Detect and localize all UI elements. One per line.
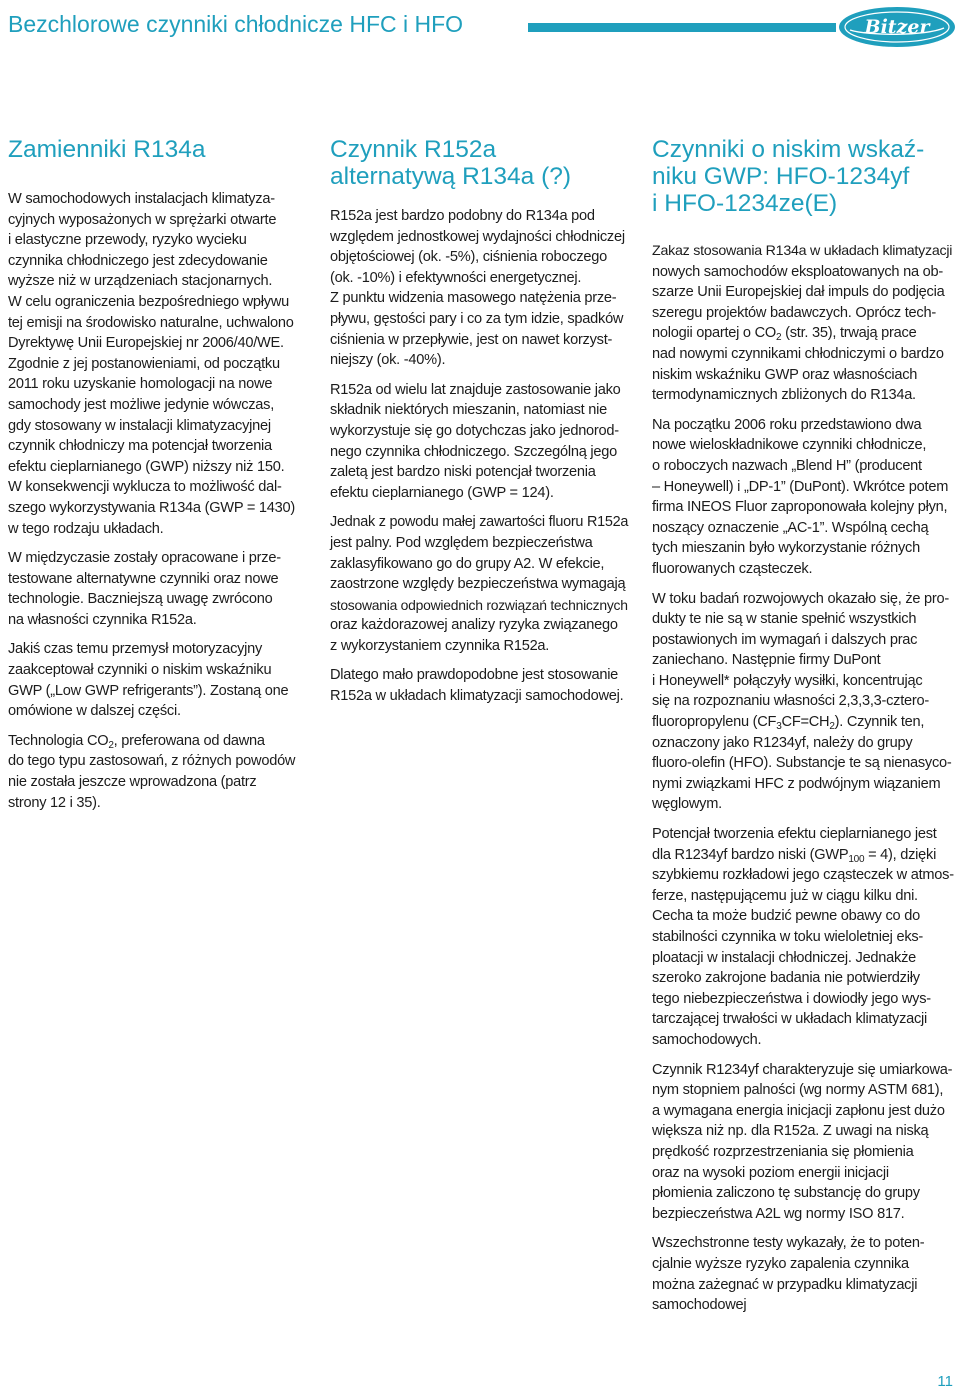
text-line: a wymagana energia inicjacji zapłonu jest dużo: [652, 1102, 945, 1119]
text-line: stabilności czynnika w toku wieloletniej eks-: [652, 929, 924, 945]
text-line: szarze Unii Europejskiej dał impuls do podjęcia: [652, 284, 945, 301]
text-line: nologii opartej o $CO_2$ (str. 35), trwają prace: [652, 325, 917, 344]
text-line: Jednak z powodu małej zawartości fluoru R152a: [330, 514, 629, 531]
text-line: bezpieczeństwa A2L wg normy ISO 817.: [652, 1205, 905, 1222]
paragraph: [652, 1233, 954, 1315]
paragraph: [8, 189, 308, 539]
text-line: W konsekwencji wyklucza to możliwość dal-: [8, 479, 282, 496]
text-line: Potencjał tworzenia efektu cieplarnianego jest: [652, 826, 937, 843]
text-line: Dlatego mało prawdopodobne jest stosowanie: [330, 667, 619, 684]
text-line: o roboczych nazwach „Blend H” (producent: [652, 457, 922, 474]
text-line: 2011 roku uzyskanie homologacji na nowe: [8, 376, 273, 393]
text-line: tych mieszanin było wykorzystanie różnych: [652, 540, 920, 557]
text-line: i Honeywell* połączyły wysiłki, koncentrując: [652, 672, 923, 689]
text-line: nie została jeszcze wprowadzona (patrz: [8, 774, 257, 791]
bitzer-logo-icon: [838, 6, 956, 48]
text-line: Czynnik R1234yf charakteryzuje się umiarkowa-: [652, 1061, 953, 1078]
paragraph: [8, 639, 308, 721]
text-line: nowe wieloskładnikowe czynniki chłodnicze,: [652, 437, 927, 454]
subscript: 3: [776, 721, 782, 733]
text-line: ferze, następującemu już w ciągu kilku dni.: [652, 887, 918, 904]
text-line: Z punktu widzenia masowego natężenia prze-: [330, 290, 617, 307]
text-line: większa niż np. dla R152a. Z uwagi na niską: [652, 1123, 929, 1140]
text-line: R152a w układach klimatyzacji samochodowej.: [330, 688, 624, 705]
column-1: [8, 136, 308, 822]
paragraph: [330, 512, 630, 656]
text-line: efektu cieplarnianego (GWP) niższy niż 150.: [8, 458, 285, 475]
text-line: nego czynnika chłodniczego. Szczególną jego: [330, 443, 617, 460]
paragraph: [652, 241, 954, 406]
text-line: Na początku 2006 roku przedstawiono dwa: [652, 416, 922, 433]
text-line: względem jednostkowej wydajności chłodniczej: [330, 228, 625, 245]
text-line: Jakiś czas temu przemysł motoryzacyjny: [8, 641, 263, 658]
header-rule: [528, 23, 836, 32]
text-line: na własności czynnika R152a.: [8, 611, 197, 628]
text-line: i elastyczne przewody, ryzyko wycieku: [8, 232, 247, 249]
text-line: testowane alternatywne czynniki oraz nowe: [8, 570, 279, 587]
text-line: wykorzystuje się go dotychczas jako jednorod-: [330, 422, 619, 439]
text-line: W celu ograniczenia bezpośredniego wpływu: [8, 293, 289, 310]
text-line: zaostrzone względy bezpieczeństwa wymagają: [330, 576, 626, 593]
text-line: do tego typu zastosowań, z różnych powodów: [8, 753, 296, 770]
text-line: Dyrektywę Unii Europejskiej nr 2006/40/WE.: [8, 335, 284, 352]
text-line: w tego rodzaju układach.: [8, 520, 164, 537]
text-line: zaklasyfikowano go do grupy A2. W efekcie,: [330, 555, 605, 572]
text-line: fluoropropylenu $(CF_3CF=CH_2)$. Czynnik ten,: [652, 714, 925, 733]
page-header: [0, 0, 960, 56]
paragraph: [330, 206, 630, 371]
section-heading: [330, 136, 630, 190]
text-line: Zakaz stosowania R134a w układach klimatyzacji: [652, 243, 953, 259]
subscript: 100: [848, 853, 865, 865]
section-heading-line: Czynnik R152a: [330, 136, 497, 163]
text-line: dukty te nie są w stanie spełnić wszystkich: [652, 611, 917, 628]
paragraph: [652, 589, 954, 816]
paragraph: [330, 380, 630, 504]
text-line: fluorowanych cząsteczek.: [652, 560, 813, 577]
paragraph: [652, 824, 954, 1051]
text-line: prędkość rozprzestrzeniania się płomienia: [652, 1143, 914, 1160]
text-line: tej emisji na środowisko naturalne, uchwalono: [8, 314, 294, 331]
text-line: oraz każdorazowej analizy ryzyka związanego: [330, 617, 618, 634]
text-line: R152a od wielu lat znajduje zastosowanie jako: [330, 381, 621, 398]
page-number: 11: [937, 1373, 953, 1390]
text-line: zaletą jest bardzo niski potencjał tworzenia: [330, 464, 596, 481]
text-line: stosowania odpowiednich rozwiązań technicznych: [330, 596, 628, 613]
text-line: składnik niektórych mieszanin, natomiast nie: [330, 402, 607, 419]
text-line: – Honeywell) i „DP-1” (DuPont). Wkrótce potem: [652, 478, 949, 495]
text-line: postawionych im wymagań i dalszych prac: [652, 631, 918, 648]
text-line: zaniechano. Następnie firmy DuPont: [652, 652, 881, 669]
text-line: oraz na wysoki poziom energii inicjacji: [652, 1164, 889, 1181]
text-line: omówione w dalszej części.: [8, 703, 181, 720]
text-line: można zażegnać w przypadku klimatyzacji: [652, 1276, 918, 1293]
text-line: cyjnych wyposażonych w sprężarki otwarte: [8, 211, 277, 228]
text-line: szybkiemu rozkładowi jego cząsteczek w atmos-: [652, 867, 954, 884]
text-line: fluoro-olefin (HFO). Substancje te są nienasyco-: [652, 755, 952, 772]
text-line: Cecha ta może budzić pewne obawy co do: [652, 908, 920, 925]
logo-text: Bitzer: [864, 16, 930, 38]
section-heading: [8, 136, 308, 163]
text-line: technologie. Baczniejszą uwagę zwrócono: [8, 591, 273, 608]
section-heading-line: alternatywą R134a (?): [330, 163, 572, 190]
text-line: efektu cieplarnianego (GWP = 124).: [330, 484, 554, 501]
text-line: noszący oznaczenie „AC-1”. Wspólną cechą: [652, 519, 929, 536]
paragraph: [652, 1060, 954, 1225]
text-line: termodynamicznych zbliżonych do R134a.: [652, 387, 916, 404]
text-line: czynnik chłodniczy ma potencjał tworzenia: [8, 438, 272, 455]
text-line: W toku badań rozwojowych okazało się, że pro-: [652, 590, 949, 607]
text-line: nym stopniem palności (wg normy ASTM 681),: [652, 1082, 944, 1099]
text-line: W samochodowych instalacjach klimatyza-: [8, 191, 275, 207]
text-line: Technologia $CO_2$, preferowana od dawna: [8, 732, 265, 751]
text-line: samochodowych.: [652, 1031, 762, 1048]
text-line: niejszy (ok. -40%).: [330, 352, 446, 369]
text-line: węglowym.: [652, 796, 722, 813]
text-line: oznaczony jako R1234yf, należy do grupy: [652, 734, 913, 751]
paragraph: [8, 548, 308, 630]
text-line: objętościowej (ok. -5%), ciśnienia roboczego: [330, 249, 607, 266]
text-line: nad nowymi czynnikami chłodniczymi o bardzo: [652, 345, 944, 362]
text-line: samochodowej: [652, 1297, 747, 1314]
text-line: nymi związkami HFC z podwójnym wiązaniem: [652, 775, 941, 792]
text-line: samochody jest możliwe jedynie wówczas,: [8, 396, 275, 413]
section-heading-line: Czynniki o niskim wskaź-: [652, 136, 925, 163]
text-line: tarczającej trwałości w układach klimatyzacji: [652, 1011, 928, 1028]
text-line: (ok. -10%) i efektywności energetycznej.: [330, 269, 582, 286]
text-line: strony 12 i 35).: [8, 794, 101, 811]
text-line: szego wykorzystywania R134a (GWP = 1430): [8, 499, 296, 516]
text-line: szeroko zakrojone badania nie potwierdziły: [652, 970, 920, 987]
text-line: ciśnienia w przepływie, jest on nawet korzyst-: [330, 331, 613, 348]
paragraph: [330, 665, 630, 706]
column-3: [652, 136, 954, 1325]
text-line: wyższe niż w urządzeniach stacjonarnych.: [8, 273, 273, 290]
subscript: 2: [108, 739, 114, 751]
text-line: szeregu projektów badawczych. Oprócz tech-: [652, 304, 936, 321]
text-line: GWP („Low GWP refrigerants”). Zostaną one: [8, 682, 289, 699]
text-line: Zgodnie z jej postanowieniami, od początku: [8, 355, 280, 372]
text-line: cjalnie wyższe ryzyko zapalenia czynnika: [652, 1255, 909, 1272]
section-heading: [652, 136, 954, 217]
text-line: dla R1234yf bardzo niski $(GWP_{100} = 4)$, dzięki: [652, 846, 937, 865]
text-line: Wszechstronne testy wykazały, że to poten-: [652, 1235, 925, 1252]
text-line: pływu, gęstości pary i co za tym idzie, spadków: [330, 310, 624, 327]
text-line: nowych samochodów eksploatowanych na ob-: [652, 263, 943, 280]
paragraph: [8, 731, 308, 813]
paragraph: [652, 415, 954, 580]
text-line: jest palny. Pod względem bezpieczeństwa: [330, 534, 593, 551]
text-line: W międzyczasie zostały opracowane i prze-: [8, 550, 281, 567]
text-line: z wykorzystaniem czynnika R152a.: [330, 637, 550, 654]
text-line: się na rozpoznaniu własności 2,3,3,3-cztero-: [652, 693, 929, 710]
page-title: Bezchlorowe czynniki chłodnicze HFC i HFO: [8, 11, 464, 37]
text-line: R152a jest bardzo podobny do R134a pod: [330, 208, 595, 224]
text-line: tego niebezpieczeństwa i dowiodły jego wys-: [652, 990, 931, 1007]
column-2: [330, 136, 630, 716]
subscript: 2: [829, 721, 835, 733]
text-line: zaakceptował czynniki o niskim wskaźniku: [8, 662, 272, 679]
text-line: czynnika chłodniczego jest zdecydowanie: [8, 252, 268, 269]
text-line: firma INEOS Fluor zaproponowała kolejny płyn,: [652, 499, 948, 516]
text-line: gdy stosowany w instalacji klimatyzacyjnej: [8, 417, 271, 434]
text-line: ploatacji w instalacji chłodniczej. Jednakże: [652, 949, 916, 966]
section-heading-line: Zamienniki R134a: [8, 136, 206, 163]
section-heading-line: i HFO-1234ze(E): [652, 190, 838, 217]
text-line: płomienia zaliczono tę substancję do grupy: [652, 1185, 920, 1202]
subscript: 2: [776, 332, 782, 344]
section-heading-line: niku GWP: HFO-1234yf: [652, 163, 910, 190]
text-line: niskim wskaźniku GWP oraz własnościach: [652, 366, 918, 383]
